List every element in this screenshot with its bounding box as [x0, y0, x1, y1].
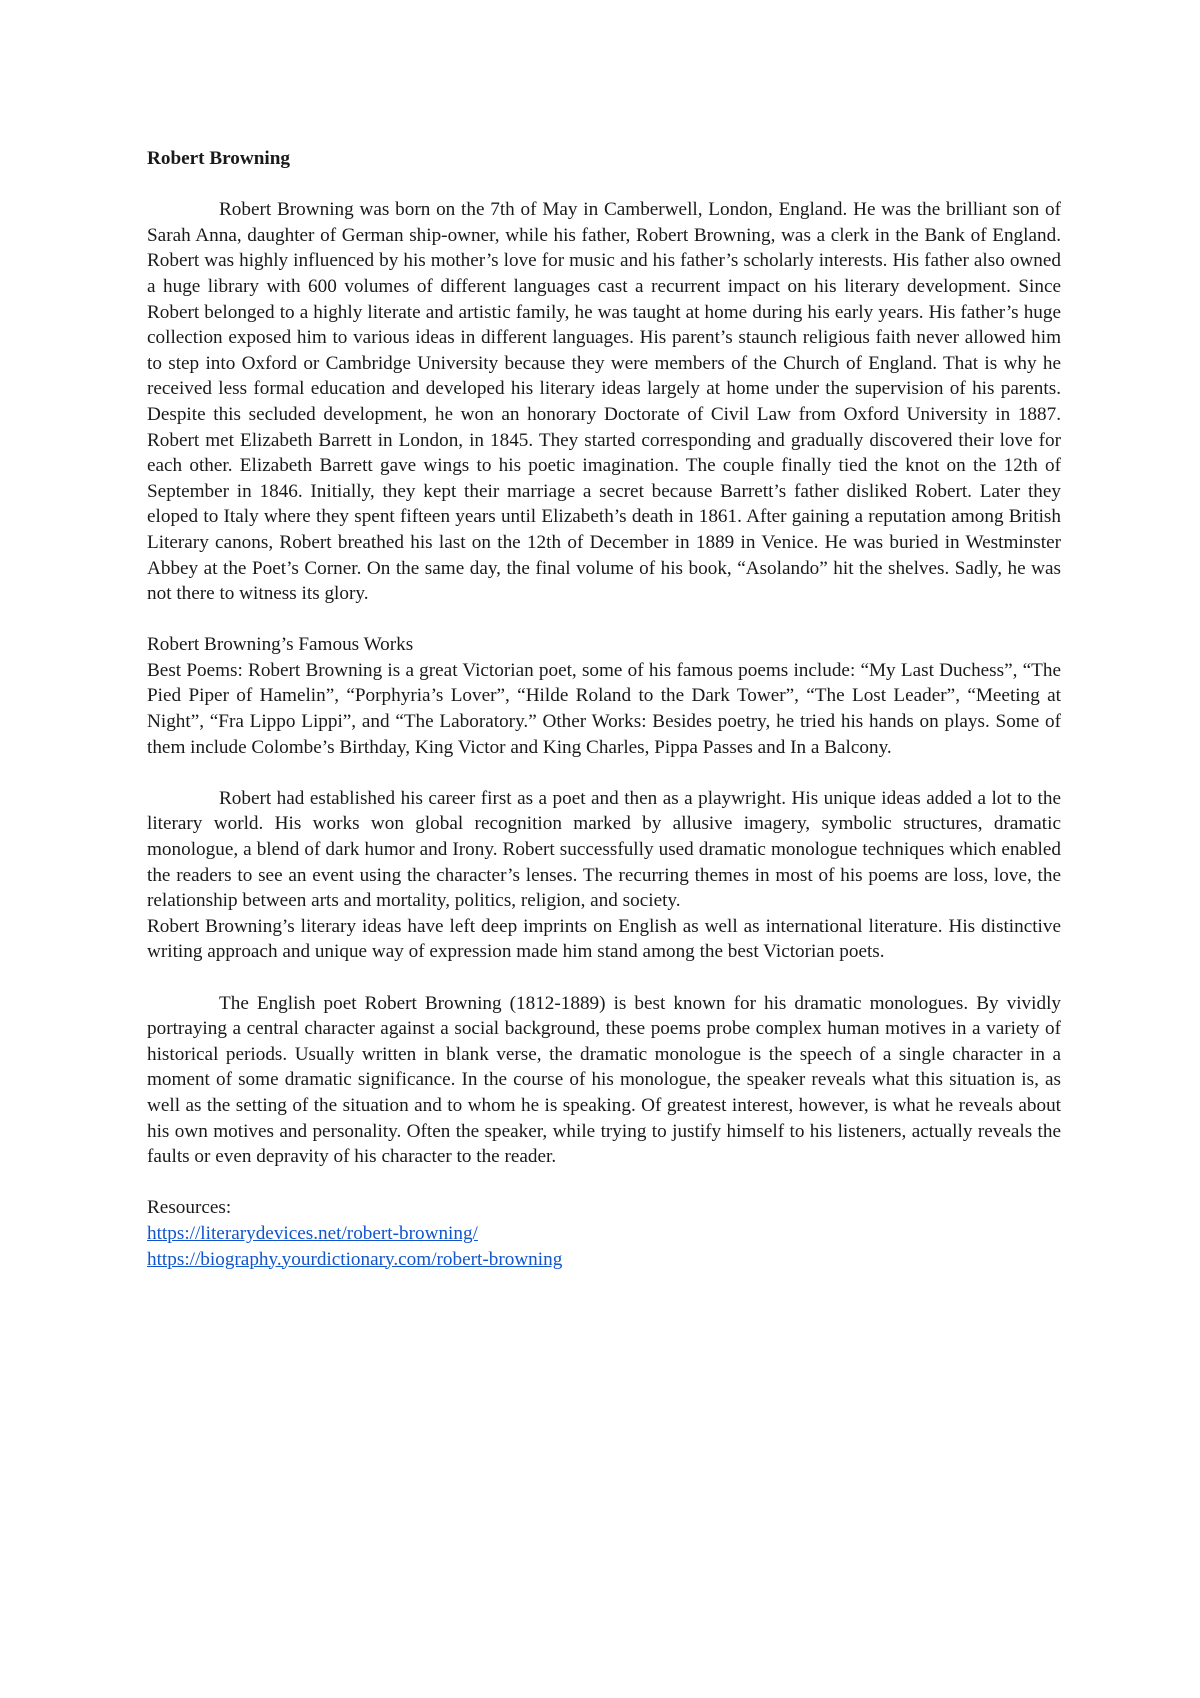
paragraph-legacy: Robert Browning’s literary ideas have left deep imprints on English as well as international literature. His distinctive writing approach and unique way of expression made him stand among the best Victorian poets. — [147, 915, 1061, 963]
resource-link-yourdictionary[interactable]: https://biography.yourdictionary.com/robert-browning — [147, 1248, 563, 1270]
paragraph-famous-works: Best Poems: Robert Browning is a great Victorian poet, some of his famous poems include: “My Last Duchess”, “The Pied Piper of Hamelin”, “Porphyria’s Lover”, “Hilde Roland to the Dark Tower”, “The Lost Leader”, “Meeting at Night”, “Fra Lippo Lippi”, and “The Laboratory.” Other Works: Besides poetry, he tried his hands on plays. Some of them include Colombe’s Birthday, King Victor and King Charles, Pippa Passes and In a Balcony. — [147, 659, 1061, 758]
paragraph-dramatic-monologue: The English poet Robert Browning (1812-1889) is best known for his dramatic monologues. By vividly portraying a central character against a social background, these poems probe complex human motives in a variety of historical periods. Usually written in blank verse, the dramatic monologue is the speech of a single character in a moment of some dramatic significance. In the course of his monologue, the speaker reveals what this situation is, as well as the setting of the situation and to whom he is speaking. Of greatest interest, however, is what he reveals about his own motives and personality. Often the speaker, while trying to justify himself to his listeners, actually reveals the faults or even depravity of his character to the reader. — [147, 992, 1061, 1168]
paragraph-biography: Robert Browning was born on the 7th of May in Camberwell, London, England. He was the brilliant son of Sarah Anna, daughter of German ship-owner, while his father, Robert Browning, was a clerk in the Bank of England. Robert was highly influenced by his mother’s love for music and his father’s scholarly interests. His father also owned a huge library with 600 volumes of different languages cast a recurrent impact on his literary development. Since Robert belonged to a highly literate and artistic family, he was taught at home during his early years. His father’s huge collection exposed him to various ideas in different languages. His parent’s staunch religious faith never allowed him to step into Oxford or Cambridge University because they were members of the Church of England. That is why he received less formal education and developed his literary ideas largely at home under the supervision of his parents. Despite this secluded development, he won an honorary Doctorate of Civil Law from Oxford University in 1887. Robert met Elizabeth Barrett in London, in 1845. They started corresponding and gradually discovered their love for each other. Elizabeth Barrett gave wings to his poetic imagination. The couple finally tied the knot on the 12th of September in 1846. Initially, they kept their marriage a secret because Barrett’s father disliked Robert. Later they eloped to Italy where they spent fifteen years until Elizabeth’s death in 1861. After gaining a reputation among British Literary canons, Robert breathed his last on the 12th of December in 1889 in Venice. He was buried in Westminster Abbey at the Poet’s Corner. On the same day, the final volume of his book, “Asolando” hit the shelves. Sadly, he was not there to witness its glory. — [147, 199, 1061, 605]
document-page — [147, 146, 1061, 1272]
document-title: Robert Browning — [147, 148, 291, 169]
resources-label: Resources: — [147, 1197, 232, 1219]
section-heading-famous-works: Robert Browning’s Famous Works — [147, 634, 414, 656]
resources-section — [147, 1195, 1061, 1272]
resource-link-literarydevices[interactable]: https://literarydevices.net/robert-browning/ — [147, 1222, 478, 1244]
paragraph-career: Robert had established his career first as a poet and then as a playwright. His unique ideas added a lot to the literary world. His works won global recognition marked by allusive imagery, symbolic structures, dramatic monologue, a blend of dark humor and Irony. Robert successfully used dramatic monologue techniques which enabled the readers to see an event using the character’s lenses. The recurring themes in most of his poems are loss, love, the relationship between arts and mortality, politics, religion, and society. — [147, 787, 1061, 912]
